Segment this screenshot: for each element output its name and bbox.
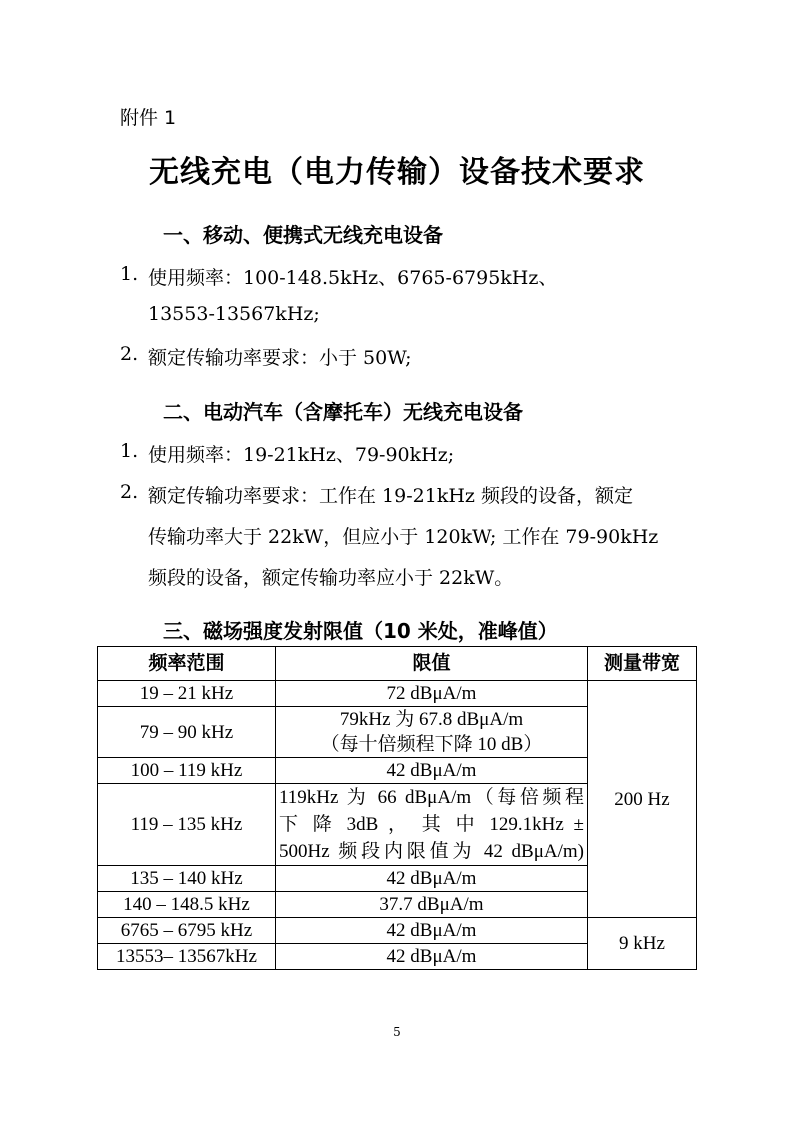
freq-cell: 119 – 135 kHz xyxy=(98,784,276,866)
table-row xyxy=(98,681,697,707)
limit-line: 下 降 3dB ， 其 中 129.1kHz ± xyxy=(279,814,584,835)
section2-item1-number: 1. xyxy=(120,440,139,462)
page-number: 5 xyxy=(393,1025,401,1039)
section1-heading: 一、移动、便携式无线充电设备 xyxy=(163,223,443,247)
freq-cell: 13553– 13567kHz xyxy=(98,944,276,970)
section1-item2-line1: 额定传输功率要求：小于 50W; xyxy=(148,347,412,369)
limit-cell: 42 dBμA/m xyxy=(276,944,588,970)
limit-line: 119kHz 为 66 dBμA/m（每倍频程 xyxy=(279,787,584,808)
section1-item1-line2: 13553-13567kHz; xyxy=(148,303,320,325)
limit-cell: 42 dBμA/m xyxy=(276,918,588,944)
section1-item1-number: 1. xyxy=(120,263,139,285)
limit-cell: 42 dBμA/m xyxy=(276,758,588,784)
limit-cell xyxy=(276,707,588,758)
limit-line: 79kHz 为 67.8 dBμA/m xyxy=(339,709,524,730)
section1-item2-number: 2. xyxy=(120,343,139,365)
section2-item2-line3: 频段的设备，额定传输功率应小于 22kW。 xyxy=(148,567,514,589)
limit-line: （每十倍频程下降 10 dB） xyxy=(320,734,543,755)
header-limit: 限值 xyxy=(276,647,588,681)
limit-cell: 72 dBμA/m xyxy=(276,681,588,707)
freq-cell: 79 – 90 kHz xyxy=(98,707,276,758)
limit-line: 500Hz 频段内限值为 42 dBμA/m) xyxy=(279,841,584,862)
freq-cell: 135 – 140 kHz xyxy=(98,866,276,892)
section2-item2-number: 2. xyxy=(120,481,139,503)
section1-item1-line1: 使用频率：100-148.5kHz、6765-6795kHz、 xyxy=(148,267,558,289)
section2-item2-line1: 额定传输功率要求：工作在 19-21kHz 频段的设备，额定 xyxy=(148,485,633,507)
limit-cell xyxy=(276,784,588,866)
header-measurement-bandwidth: 测量带宽 xyxy=(588,647,697,681)
limit-cell: 42 dBμA/m xyxy=(276,866,588,892)
bandwidth-cell: 200 Hz xyxy=(588,681,697,918)
freq-cell: 6765 – 6795 kHz xyxy=(98,918,276,944)
section2-item2-line2: 传输功率大于 22kW，但应小于 120kW; 工作在 79-90kHz xyxy=(148,526,659,548)
table-row xyxy=(98,918,697,944)
emission-limits-table xyxy=(97,646,697,970)
table-header-row xyxy=(98,647,697,681)
section3-heading: 三、磁场强度发射限值（10 米处，准峰值） xyxy=(163,619,558,643)
freq-cell: 100 – 119 kHz xyxy=(98,758,276,784)
bandwidth-cell: 9 kHz xyxy=(588,918,697,970)
section2-heading: 二、电动汽车（含摩托车）无线充电设备 xyxy=(163,400,523,424)
section2-item1-line1: 使用频率：19-21kHz、79-90kHz; xyxy=(148,444,455,466)
freq-cell: 140 – 148.5 kHz xyxy=(98,892,276,918)
limit-cell: 37.7 dBμA/m xyxy=(276,892,588,918)
document-title: 无线充电（电力传输）设备技术要求 xyxy=(149,155,645,190)
attachment-label: 附件 1 xyxy=(120,107,177,129)
header-frequency-range: 频率范围 xyxy=(98,647,276,681)
freq-cell: 19 – 21 kHz xyxy=(98,681,276,707)
